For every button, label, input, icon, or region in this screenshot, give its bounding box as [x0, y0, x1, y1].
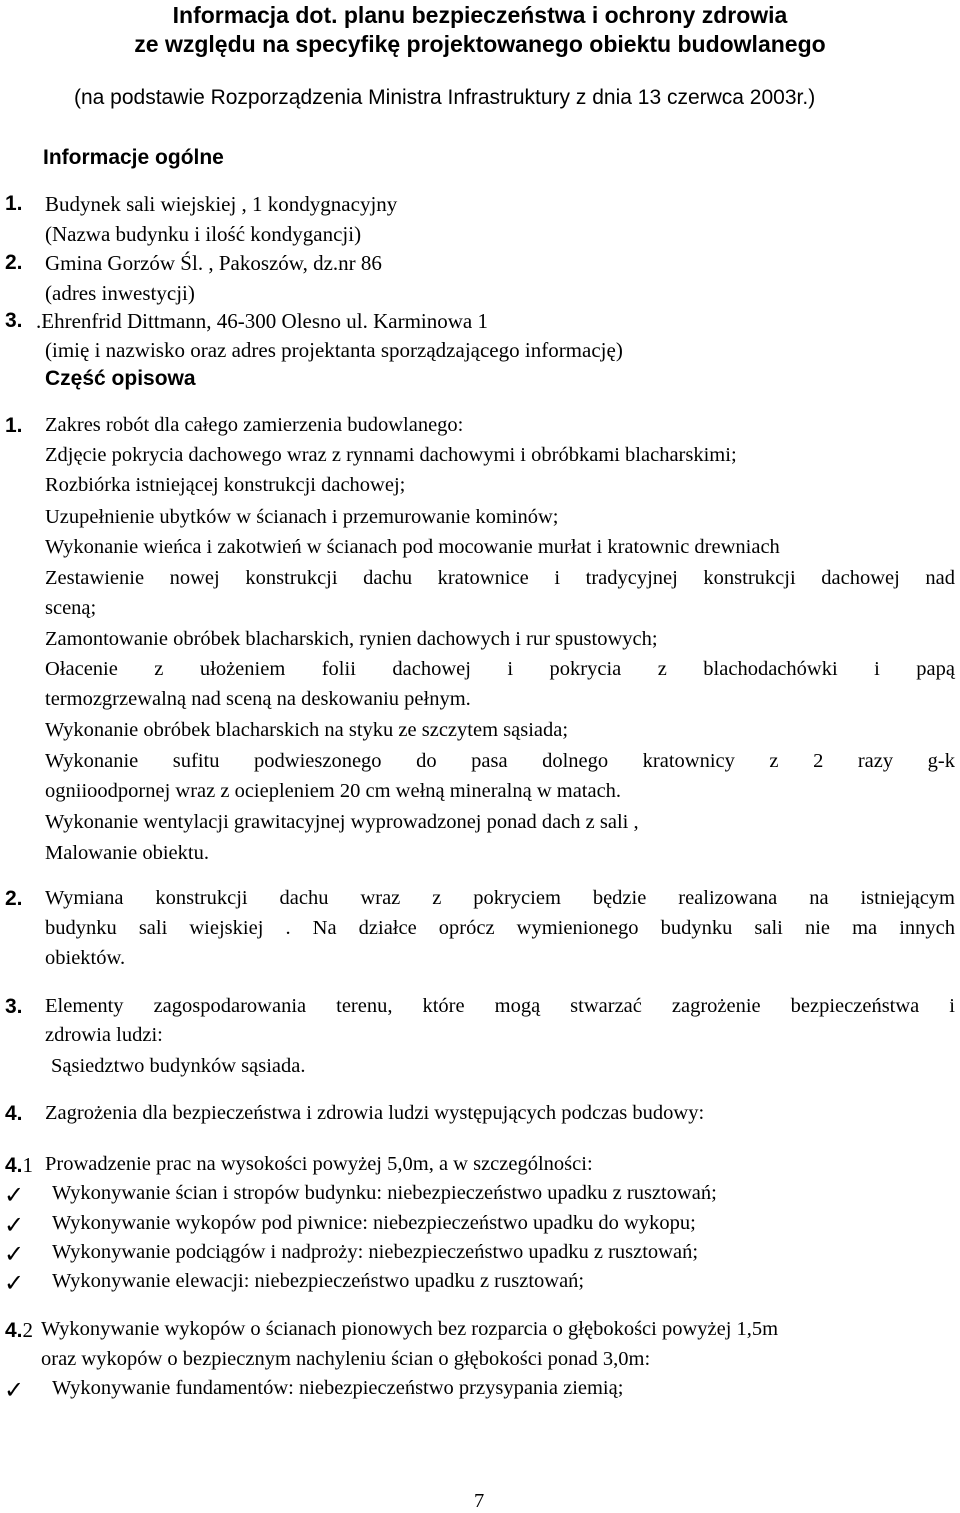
- designer-name: .Ehrenfrid Dittmann, 46-300 Olesno ul. Karminowa 1: [36, 309, 488, 333]
- item-number: 2.: [5, 251, 23, 274]
- building-name-note: (Nazwa budynku i ilość kondygancji): [45, 222, 362, 246]
- subsection-number: [5, 1318, 33, 1343]
- investment-address-note: (adres inwestycji): [45, 281, 195, 305]
- section-number: 4.: [5, 1102, 23, 1125]
- section-3-line: Elementy zagospodarowania terenu, które mogą stwarzać zagrożenie bezpieczeństwa i: [45, 995, 955, 1017]
- section-3-line: Sąsiedztwo budynków sąsiada.: [51, 1055, 306, 1077]
- section-4-text: Zagrożenia dla bezpieczeństwa i zdrowia ludzi występujących podczas budowy:: [45, 1102, 705, 1124]
- hazard-item: Wykonywanie podciągów i nadproży: niebezpieczeństwo upadku z rusztowań;: [52, 1241, 699, 1263]
- scope-line: Zdjęcie pokrycia dachowego wraz z rynnami dachowymi i obróbkami blacharskimi;: [45, 444, 737, 466]
- section-2-line: budynku sali wiejskiej . Na działce oprócz wymienionego budynku sali nie ma innych: [45, 917, 955, 939]
- check-mark-icon: ✓: [4, 1269, 25, 1297]
- check-mark-icon: ✓: [4, 1181, 25, 1209]
- section-number: 2.: [5, 887, 23, 910]
- scope-line: ogniioodpornej wraz z ociepleniem 20 cm wełną mineralną w matach.: [45, 780, 622, 802]
- subsection-number-sub: 2: [22, 1318, 34, 1342]
- scope-line: Wykonanie obróbek blacharskich na styku ze szczytem sąsiada;: [45, 719, 569, 741]
- scope-line: Wykonanie sufitu podwieszonego do pasa dolnego kratownicy z 2 razy g-k: [45, 750, 955, 772]
- scope-line: Rozbiórka istniejącej konstrukcji dachowej;: [45, 474, 406, 496]
- section-3-line: zdrowia ludzi:: [45, 1024, 163, 1046]
- subsection-number-sub: 1: [22, 1153, 34, 1177]
- page-number: 7: [474, 1490, 485, 1512]
- section-number: 1.: [5, 414, 23, 437]
- document-title-line-1: Informacja dot. planu bezpieczeństwa i ochrony zdrowia: [172, 2, 788, 28]
- scope-line: Zestawienie nowej konstrukcji dachu kratownice i tradycyjnej konstrukcji dachowej nad: [45, 567, 955, 589]
- designer-name-note: (imię i nazwisko oraz adres projektanta sporządzającego informację): [45, 338, 623, 362]
- investment-address: Gmina Gorzów Śl. , Pakoszów, dz.nr 86: [45, 251, 382, 275]
- scope-line: sceną;: [45, 597, 97, 619]
- subsection-4-2-line: Wykonywanie wykopów o ścianach pionowych bez rozparcia o głębokości powyżej 1,5m: [41, 1318, 779, 1340]
- scope-line: Wykonanie wentylacji grawitacyjnej wyprowadzonej ponad dach z sali ,: [45, 811, 639, 833]
- subsection-4-1-text: Prowadzenie prac na wysokości powyżej 5,0m, a w szczególności:: [45, 1153, 593, 1175]
- section-number: 3.: [5, 995, 23, 1018]
- subsection-number-main: 4.: [5, 1154, 23, 1177]
- scope-line: termozgrzewalną nad sceną na deskowaniu pełnym.: [45, 688, 471, 710]
- scope-line: Uzupełnienie ubytków w ścianach i przemurowanie kominów;: [45, 506, 559, 528]
- section-heading-descriptive: Część opisowa: [45, 367, 196, 390]
- scope-line: Zamontowanie obróbek blacharskich, rynien dachowych i rur spustowych;: [45, 628, 658, 650]
- subsection-number-main: 4.: [5, 1319, 23, 1342]
- building-name: Budynek sali wiejskiej , 1 kondygnacyjny: [45, 192, 398, 216]
- hazard-item: Wykonywanie wykopów pod piwnice: niebezpieczeństwo upadku do wykopu;: [52, 1212, 696, 1234]
- scope-line: Zakres robót dla całego zamierzenia budowlanego:: [45, 414, 464, 436]
- document-title-line-2: ze względu na specyfikę projektowanego obiektu budowlanego: [134, 31, 826, 57]
- section-heading-general: Informacje ogólne: [43, 146, 224, 169]
- legal-basis: (na podstawie Rozporządzenia Ministra Infrastruktury z dnia 13 czerwca 2003r.): [74, 86, 816, 109]
- scope-line: Ołacenie z ułożeniem folii dachowej i pokrycia z blachodachówki i papą: [45, 658, 955, 680]
- section-2-line: obiektów.: [45, 947, 126, 969]
- hazard-item: Wykonywanie fundamentów: niebezpieczeństwo przysypania ziemią;: [52, 1377, 624, 1399]
- check-mark-icon: ✓: [4, 1376, 25, 1404]
- hazard-item: Wykonywanie elewacji: niebezpieczeństwo upadku z rusztowań;: [52, 1270, 585, 1292]
- scope-line: Wykonanie wieńca i zakotwień w ścianach pod mocowanie murłat i kratownic drewniach: [45, 536, 780, 558]
- hazard-item: Wykonywanie ścian i stropów budynku: niebezpieczeństwo upadku z rusztowań;: [52, 1182, 717, 1204]
- check-mark-icon: ✓: [4, 1211, 25, 1239]
- scope-line: Malowanie obiektu.: [45, 842, 209, 864]
- subsection-4-2-line: oraz wykopów o bezpiecznym nachyleniu ścian o głębokości ponad 3,0m:: [41, 1348, 651, 1370]
- subsection-number: [5, 1153, 33, 1178]
- item-number: 3.: [5, 309, 23, 332]
- section-2-line: Wymiana konstrukcji dachu wraz z pokryciem będzie realizowana na istniejącym: [45, 887, 955, 909]
- item-number: 1.: [5, 192, 23, 215]
- check-mark-icon: ✓: [4, 1240, 25, 1268]
